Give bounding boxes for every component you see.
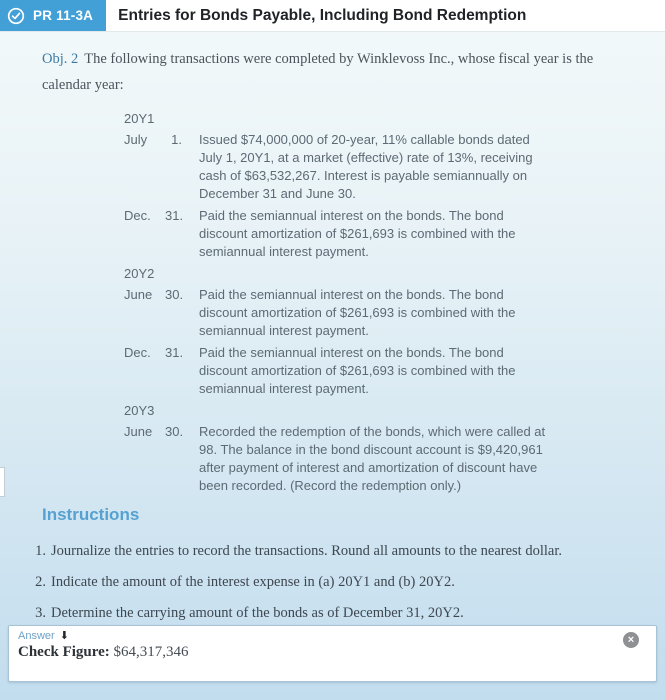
answer-panel [8,625,657,682]
transaction-day: 30. [165,424,184,439]
transaction-text: Paid the semiannual interest on the bonds. The bond discount amortization of $261,693 is combined with the semiannual interest payment. [199,345,516,396]
problem-number-badge [0,0,106,31]
transaction-year-label: 20Y3 [124,403,155,418]
close-icon[interactable]: × [623,632,639,648]
transaction-year-label: 20Y2 [124,266,155,281]
answer-label: Answer [18,630,55,642]
transaction-text: Issued $74,000,000 of 20-year, 11% callable bonds dated July 1, 20Y1, at a market (effective) rate of 13%, receiving cash of $63,532,267. Interest is payable semiannually on December 31 and June 30. [199,132,533,201]
transaction-row [124,207,572,261]
arrow-down-icon: ⬇ [59,629,69,642]
instructions-list [30,541,645,623]
transaction-year-label: 20Y1 [124,111,155,126]
transaction-row [124,131,572,203]
instruction-item [30,572,645,592]
problem-intro [42,46,641,98]
transaction-day: 31. [165,208,184,223]
page-title: Entries for Bonds Payable, Including Bond Redemption [118,6,527,24]
transaction-text: Recorded the redemption of the bonds, which were called at 98. The balance in the bond discount account is $9,420,961 after payment of interest and amortization of discount have been recorded. (Record the redemption only.) [199,424,546,493]
check-figure-label: Check Figure: [18,644,110,660]
transaction-month: Dec. [124,345,151,360]
problem-number-label: PR 11-3A [33,8,94,23]
transaction-row [124,286,572,340]
transaction-text: Paid the semiannual interest on the bonds. The bond discount amortization of $261,693 is combined with the semiannual interest payment. [199,287,516,338]
scroll-position-marker[interactable] [0,467,5,497]
objective-label: Obj. 2 [42,51,79,67]
transaction-month: June [124,424,153,439]
transaction-month: June [124,287,153,302]
instruction-text: Indicate the amount of the interest expense in (a) 20Y1 and (b) 20Y2. [51,574,455,590]
transaction-list [124,110,572,495]
check-figure-value: $64,317,346 [109,644,189,660]
transaction-text: Paid the semiannual interest on the bonds. The bond discount amortization of $261,693 is combined with the semiannual interest payment. [199,208,516,259]
transaction-row [124,423,572,495]
transaction-row [124,344,572,398]
answer-toggle[interactable] [9,626,656,642]
transaction-day: 31. [165,345,184,360]
instructions-heading: Instructions [42,505,140,524]
transaction-day: 1. [171,132,182,147]
instruction-number: 2. [35,574,46,590]
transaction-month: Dec. [124,208,151,223]
check-figure [9,642,656,661]
transaction-month: July [124,132,148,147]
transaction-day: 30. [165,287,184,302]
check-circle-icon [7,7,25,25]
problem-header [0,0,665,31]
instruction-number: 3. [35,605,46,621]
instruction-text: Determine the carrying amount of the bonds as of December 31, 20Y2. [51,605,464,621]
intro-text: The following transactions were completed by Winklevoss Inc., whose fiscal year is the calendar year: [42,51,594,93]
instruction-text: Journalize the entries to record the transactions. Round all amounts to the nearest dollar. [51,543,562,559]
instruction-number: 1. [35,543,46,559]
instruction-item [30,541,645,561]
instruction-item [30,603,645,623]
